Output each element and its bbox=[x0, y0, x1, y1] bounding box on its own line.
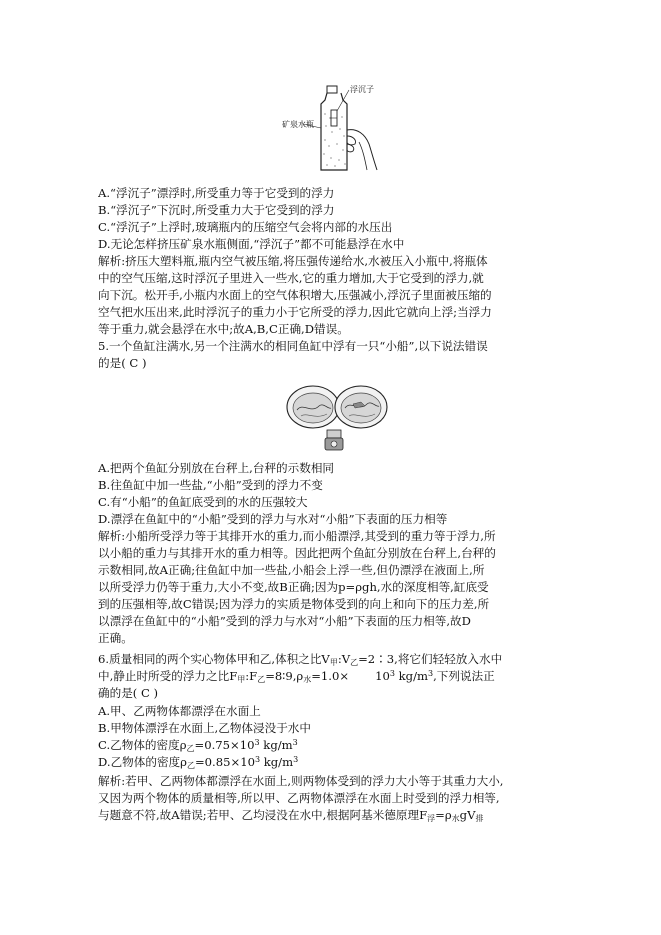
q6-text: :F bbox=[245, 669, 258, 683]
q6-analysis-line: 解析:若甲、乙两物体都漂浮在水面上,则两物体受到的浮力大小等于其重力大小, bbox=[98, 774, 504, 788]
q6-text: kg/m bbox=[259, 738, 293, 752]
q5-analysis-line: 正确。 bbox=[98, 631, 133, 645]
q6-text: D.乙物体的密度ρ bbox=[98, 755, 187, 769]
q6-text: =ρ bbox=[435, 808, 452, 822]
q6-text: 10 bbox=[375, 669, 390, 683]
q6-text: 中,静止时所受的浮力之比F bbox=[98, 669, 238, 683]
q5-stem-line: 5.一个鱼缸注满水,另一个注满水的相同鱼缸中浮有一只“小船”,以下说法错误 bbox=[98, 339, 488, 353]
q6-sup: 3 bbox=[254, 738, 260, 747]
q6-sup: 3 bbox=[293, 755, 299, 764]
q6-option-a: A.甲、乙两物体都漂浮在水面上 bbox=[98, 704, 261, 718]
q6-sub: 乙 bbox=[186, 761, 195, 770]
q6-sub: 排 bbox=[475, 814, 484, 823]
q6-text: C.乙物体的密度ρ bbox=[98, 738, 187, 752]
q6-sub: 乙 bbox=[257, 675, 266, 684]
q6-text: =0.85×10 bbox=[194, 755, 255, 769]
figure-label-bottle: 矿泉水瓶 bbox=[282, 120, 314, 129]
q5-option-c: C.有“小船”的鱼缸底受到的水的压强较大 bbox=[98, 495, 308, 509]
q6-text: 6.质量相同的两个实心物体甲和乙,体积之比V bbox=[98, 652, 330, 666]
q6-sup: 3 bbox=[254, 755, 261, 764]
q6-text: =1.0× bbox=[311, 669, 350, 683]
q6-option-d bbox=[98, 755, 568, 770]
cartesian-diver-figure bbox=[285, 84, 395, 176]
q5-option-a: A.把两个鱼缸分别放在台秤上,台秤的示数相同 bbox=[98, 461, 335, 475]
q6-sup: 3 bbox=[428, 669, 434, 678]
q6-analysis-line bbox=[98, 808, 568, 823]
q6-text: =8∶9,ρ bbox=[265, 669, 304, 683]
q6-option-b: B.甲物体漂浮在水面上,乙物体浸没于水中 bbox=[98, 721, 311, 735]
q5-analysis-line: 到的压强相等,故C错误;因为浮力的实质是物体受到的向上和向下的压力差,所 bbox=[98, 597, 490, 611]
q6-sup: 3 bbox=[389, 669, 395, 678]
q5-analysis-line: 以漂浮在鱼缸中的“小船”受到的浮力与水对“小船”下表面的压力相等,故D bbox=[98, 614, 471, 628]
q6-sub: 乙 bbox=[350, 658, 359, 667]
q4-analysis-line: 中的空气压缩,这时浮沉子里进入一些水,它的重力增加,大于它受到的浮力,就 bbox=[98, 271, 484, 285]
q6-text: =2∶3,将它们轻轻放入水中 bbox=[358, 652, 503, 666]
q6-sub: 水 bbox=[451, 814, 460, 823]
q6-text: ,下列说法正 bbox=[433, 669, 495, 683]
q5-analysis-line: 以小船的重力与其排开水的重力相等。因此把两个鱼缸分别放在台秤上,台秤的 bbox=[98, 546, 496, 560]
q6-text: =0.75×10 bbox=[194, 738, 255, 752]
q6-text: 与题意不符,故A错误;若甲、乙均浸没在水中,根据阿基米德原理F bbox=[98, 808, 428, 822]
q6-option-c bbox=[98, 738, 568, 753]
q6-sub: 甲 bbox=[237, 675, 246, 684]
q6-text: gV bbox=[459, 808, 476, 822]
q5-analysis-line: 以所受浮力仍等于重力,大小不变,故B正确;因为p=ρgh,水的深度相等,缸底受 bbox=[98, 580, 489, 594]
q6-sub: 乙 bbox=[186, 744, 195, 753]
q6-sub: 浮 bbox=[427, 814, 436, 823]
q5-analysis-line: 示数相同,故A正确;往鱼缸中加一些盐,小船会上浮一些,但仍漂浮在液面上,所 bbox=[98, 563, 485, 577]
q4-option-c: C.“浮沉子”上浮时,玻璃瓶内的压缩空气会将内部的水压出 bbox=[98, 220, 393, 234]
q4-option-b: B.“浮沉子”下沉时,所受重力大于它受到的浮力 bbox=[98, 203, 335, 217]
q6-text: kg/m bbox=[394, 669, 428, 683]
q4-analysis-line: 空气把水压出来,此时浮沉子的重力小于它所受的浮力,因此它就向上浮;当浮力 bbox=[98, 305, 492, 319]
q5-stem-line: 的是( C ) bbox=[98, 356, 147, 370]
q4-analysis-line: 解析:挤压大塑料瓶,瓶内空气被压缩,将压强传递给水,水被压入小瓶中,将瓶体 bbox=[98, 254, 488, 268]
fish-tank-figure bbox=[283, 380, 393, 452]
q4-option-a: A.“浮沉子”漂浮时,所受重力等于它受到的浮力 bbox=[98, 186, 335, 200]
q5-option-d: D.漂浮在鱼缸中的“小船”受到的浮力与水对“小船”下表面的压力相等 bbox=[98, 512, 448, 526]
q6-text: :V bbox=[337, 652, 351, 666]
q4-analysis-line: 向下沉。松开手,小瓶内水面上的空气体积增大,压强减小,浮沉子里面被压缩的 bbox=[98, 288, 492, 302]
q6-analysis-line: 又因为两个物体的质量相等,所以甲、乙两物体漂浮在水面上时受到的浮力相等, bbox=[98, 791, 500, 805]
q6-stem-line-2 bbox=[98, 669, 568, 684]
q6-sub: 水 bbox=[303, 675, 312, 684]
q6-sup: 3 bbox=[292, 738, 298, 747]
q6-stem-line-1 bbox=[98, 652, 568, 667]
q6-sub: 甲 bbox=[329, 658, 338, 667]
q4-option-d: D.无论怎样挤压矿泉水瓶侧面,“浮沉子”都不可能悬浮在水中 bbox=[98, 237, 405, 251]
q6-stem-line-3: 确的是( C ) bbox=[98, 686, 159, 700]
q6-text: kg/m bbox=[260, 755, 294, 769]
figure-label-float: 浮沉子 bbox=[350, 85, 374, 94]
q5-analysis-line: 解析:小船所受浮力等于其排开水的重力,而小船漂浮,其受到的重力等于浮力,所 bbox=[98, 529, 496, 543]
q5-option-b: B.往鱼缸中加一些盐,“小船”受到的浮力不变 bbox=[98, 478, 323, 492]
q4-analysis-line: 等于重力,就会悬浮在水中;故A,B,C正确,D错误。 bbox=[98, 322, 349, 336]
